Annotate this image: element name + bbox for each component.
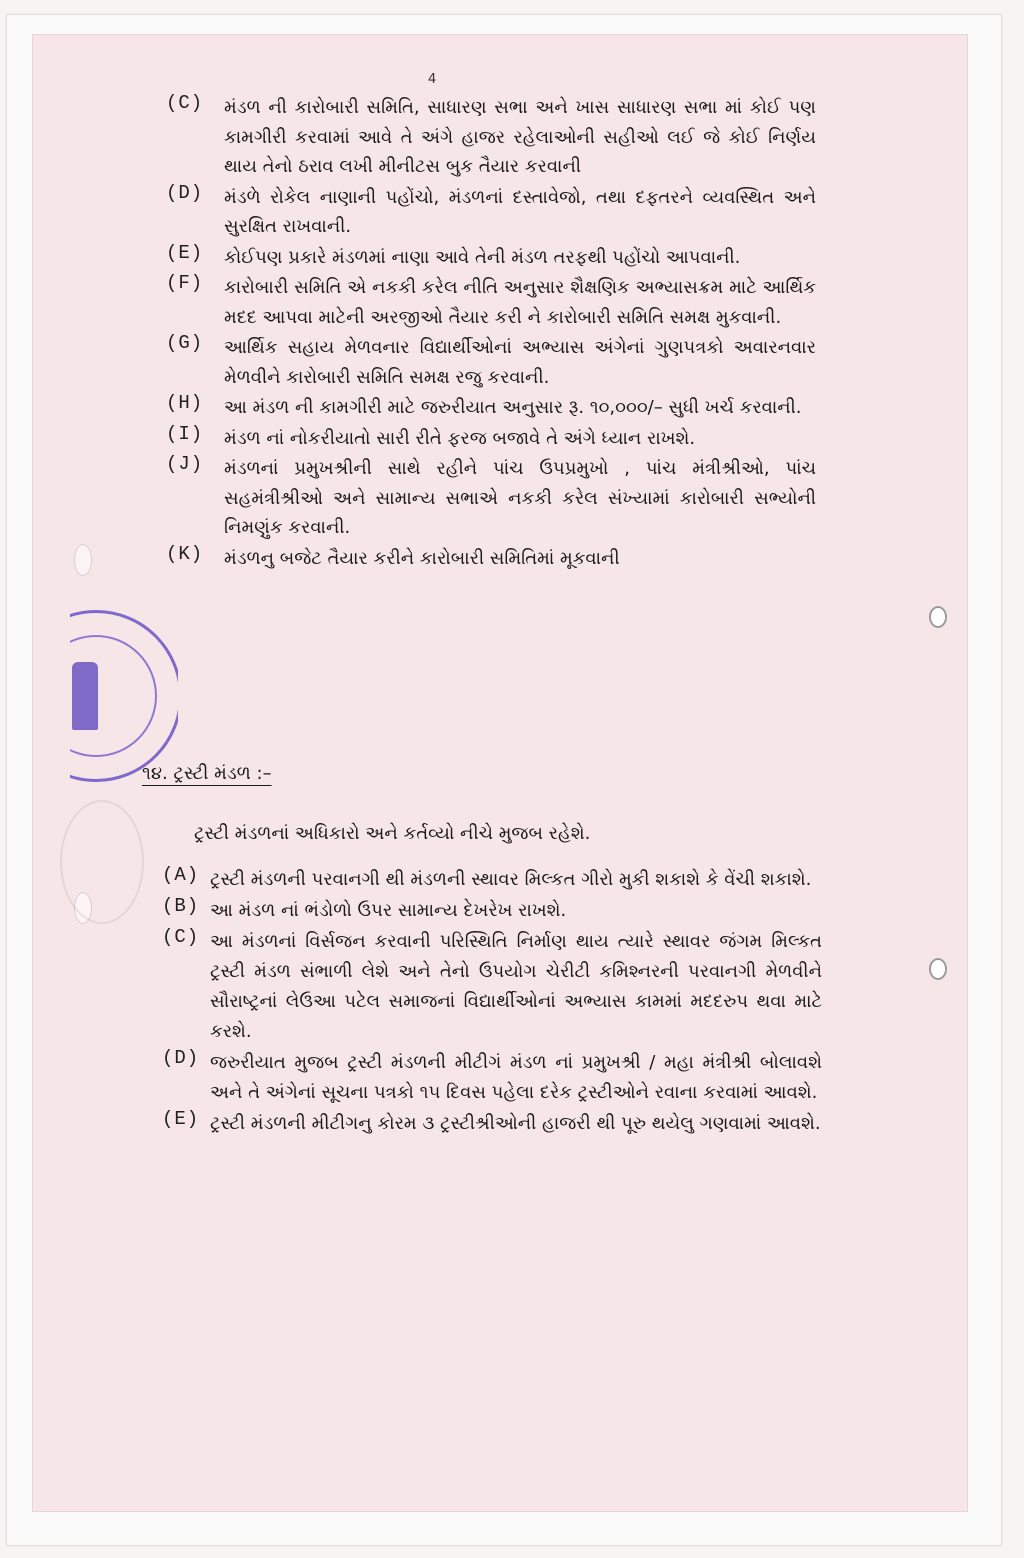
item-text: મંડળનાં પ્રમુખશ્રીની સાથે રહીને પાંચ ઉપપ્રમુખો , પાંચ મંત્રીશ્રીઓ, પાંચ સહમંત્રીશ્રીઓ અને સામાન્ય સભાએ નકકી કરેલ સંખ્યામાં કારોબારી સભ્યોની નિમણુંક કરવાની. (224, 458, 816, 538)
item-text: ટ્રસ્ટી મંડળની મીટીગનુ કોરમ ૩ ટ્રસ્ટીશ્રીઓની હાજરી થી પૂરુ થયેલુ ગણવામાં આવશે. (210, 1113, 821, 1134)
item-text: આર્થિક સહાય મેળવનાર વિદ્યાર્થીઓનાં અભ્યાસ અંગેનાં ગુણપત્રકો અવારનવાર મેળવીને કારોબારી સમિતિ સમક્ષ રજુ કરવાની. (224, 337, 816, 388)
list-item (166, 423, 816, 454)
item-marker: (A) (162, 864, 200, 886)
item-text: આ મંડળ ની કામગીરી માટે જરુરીયાત અનુસાર રૂ. ૧૦,૦૦૦/– સુધી ખર્ચ કરવાની. (224, 397, 802, 418)
item-marker: (E) (162, 1108, 200, 1130)
item-text: આ મંડળનાં વિર્સજન કરવાની પરિસ્થિતિ નિર્માણ થાય ત્યારે સ્થાવર જંગમ મિલ્કત ટ્રસ્ટી મંડળ સંભાળી લેશે અને તેનો ઉપયોગ ચેરીટી કમિશ્નરની પરવાનગી મેળવીને સૌરાષ્ટ્રનાં લેઉઆ પટેલ સમાજનાં વિદ્યાર્થીઓનાં અભ્યાસ કામમાં મદદરુપ થવા માટે કરશે. (210, 931, 822, 1042)
item-marker: (J) (166, 453, 204, 475)
item-marker: (B) (162, 895, 200, 917)
item-marker: (D) (166, 181, 204, 204)
list-item (166, 543, 816, 574)
item-text: જરુરીયાત મુજબ ટ્રસ્ટી મંડળની મીટીગં મંડળ નાં પ્રમુખશ્રી / મહા મંત્રીશ્રી બોલાવશે અને તે અંગેનાં સૂચના પત્રકો ૧૫ દિવસ પહેલા દરેક ટ્રસ્ટીઓને રવાના કરવામાં આવશે. (210, 1052, 822, 1103)
faint-stamp-mark (60, 800, 144, 924)
item-text: કોઈપણ પ્રકારે મંડળમાં નાણા આવે તેની મંડળ તરફથી પહોંચો આપવાની. (224, 246, 741, 268)
item-marker: (E) (166, 241, 204, 264)
fold-mark (74, 544, 92, 576)
item-text: મંડળે રોકેલ નાણાની પહોંચો, મંડળનાં દસ્તાવેજો, તથા દફતરને વ્યવસ્થિત અને સુરક્ષિત રાખવાની. (224, 186, 816, 237)
list-item (166, 242, 816, 273)
list-item (166, 92, 816, 182)
list-item (162, 895, 822, 926)
item-marker: (F) (166, 272, 204, 294)
list-item (166, 182, 816, 242)
item-text: મંડળનુ બજેટ તૈયાર કરીને કારોબારી સમિતિમાં મૂકવાની (224, 547, 620, 569)
official-seal (70, 610, 178, 784)
trustee-duties-list (162, 864, 822, 1139)
list-item (166, 332, 816, 392)
item-text: મંડળ ની કારોબારી સમિતિ, સાધારણ સભા અને ખાસ સાધારણ સભા માં કોઈ પણ કામગીરી કરવામાં આવે તે અંગે હાજર રહેલાઓની સહીઓ લઈ જે કોઈ નિર્ણય થાય તેનો ઠરાવ લખી મીનીટસ બુક તૈયાર કરવાની (224, 97, 816, 177)
item-text: કારોબારી સમિતિ એ નકકી કરેલ નીતિ અનુસાર શૈક્ષણિક અભ્યાસક્રમ માટે આર્થિક મદદ આપવા માટેની અરજીઓ તૈયાર કરી ને કારોબારી સમિતિ સમક્ષ મુકવાની. (224, 277, 816, 328)
list-item (166, 392, 816, 423)
item-marker: (I) (166, 422, 204, 445)
item-marker: (C) (166, 92, 204, 114)
list-item (166, 272, 816, 332)
item-text: આ મંડળ નાં ભંડોળો ઉપર સામાન્ય દેખરેખ રાખશે. (210, 900, 567, 921)
list-item (162, 1108, 822, 1139)
item-marker: (K) (166, 542, 204, 565)
page-number: 4 (428, 72, 437, 87)
committee-duties-list (166, 92, 816, 573)
item-marker: (D) (162, 1047, 200, 1069)
punch-hole (929, 958, 947, 980)
seal-emblem-icon (72, 662, 98, 730)
list-item (162, 926, 822, 1047)
section-heading: ૧૪. ટ્રસ્ટી મંડળ :– (142, 763, 272, 784)
item-marker: (C) (162, 926, 200, 948)
item-marker: (H) (166, 392, 204, 414)
list-item (166, 453, 816, 543)
punch-hole (929, 606, 947, 628)
section-intro: ટ્રસ્ટી મંડળનાં અધિકારો અને કર્તવ્યો નીચે મુજબ રહેશે. (194, 823, 591, 844)
item-marker: (G) (166, 332, 204, 354)
item-text: મંડળ નાં નોકરીયાતો સારી રીતે ફરજ બજાવે તે અંગે ધ્યાન રાખશે. (224, 427, 696, 449)
list-item (162, 1047, 822, 1108)
item-text: ટ્રસ્ટી મંડળની પરવાનગી થી મંડળની સ્થાવર મિલ્કત ગીરો મુકી શકાશે કે વેંચી શકાશે. (210, 869, 812, 890)
list-item (162, 864, 822, 895)
